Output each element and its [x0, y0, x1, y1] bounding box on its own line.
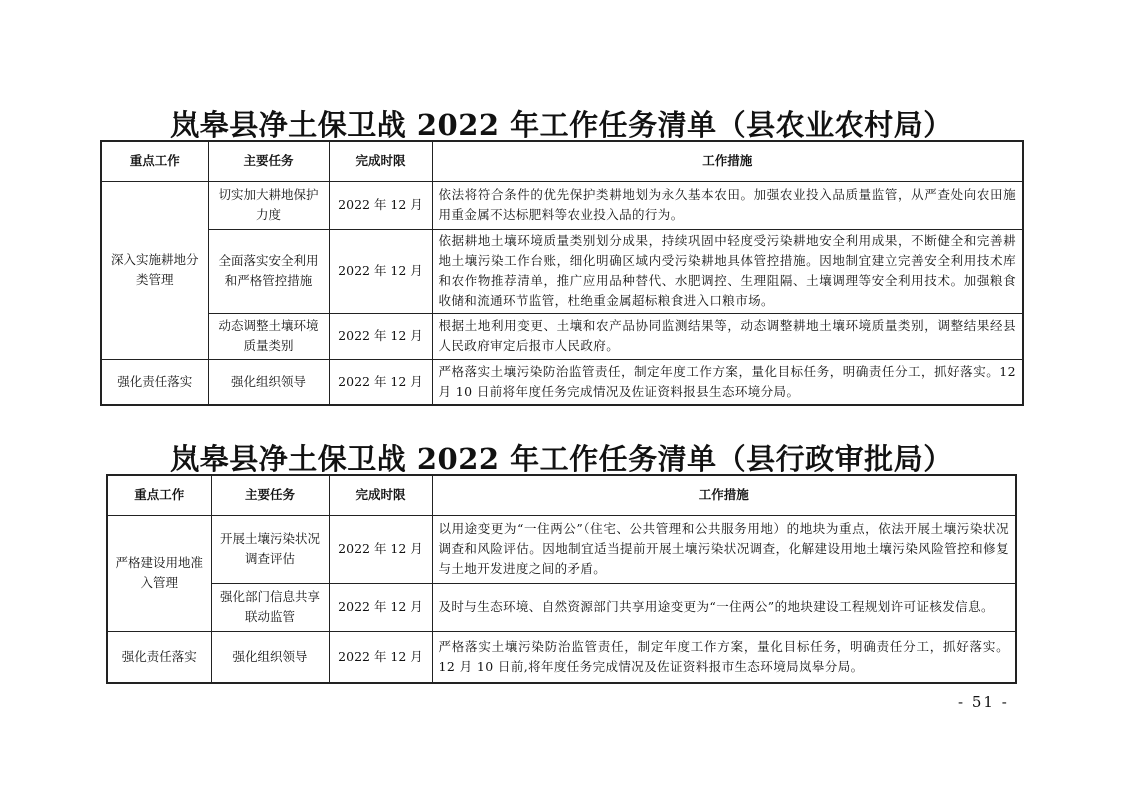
header-deadline: 完成时限 [329, 141, 432, 181]
table-row [107, 631, 1016, 683]
task-cell: 动态调整土壤环境质量类别 [208, 313, 329, 359]
header-measure: 工作措施 [432, 475, 1016, 515]
table-row [107, 583, 1016, 631]
header-task: 主要任务 [208, 141, 329, 181]
document-title-2: 岚皋县净土保卫战 2022 年工作任务清单（县行政审批局） [170, 442, 953, 476]
task-cell: 切实加大耕地保护力度 [208, 181, 329, 229]
table-row [101, 359, 1023, 405]
deadline-cell: 2022 年 12 月 [329, 583, 432, 631]
header-measure: 工作措施 [432, 141, 1023, 181]
focus-cell: 强化责任落实 [101, 359, 208, 405]
deadline-cell: 2022 年 12 月 [329, 229, 432, 313]
measure-cell: 根据土地利用变更、土壤和农产品协同监测结果等，动态调整耕地土壤环境质量类别，调整结果经县人民政府审定后报市人民政府。 [432, 313, 1023, 359]
measure-cell: 严格落实土壤污染防治监管责任，制定年度工作方案，量化目标任务，明确责任分工，抓好落实。12 月 10 日前将年度任务完成情况及佐证资料报县生态环境分局。 [432, 359, 1023, 405]
measure-cell: 及时与生态环境、自然资源部门共享用途变更为“一住两公”的地块建设工程规划许可证核发信息。 [432, 583, 1016, 631]
deadline-cell: 2022 年 12 月 [329, 515, 432, 583]
deadline-cell: 2022 年 12 月 [329, 631, 432, 683]
header-focus: 重点工作 [101, 141, 208, 181]
header-deadline: 完成时限 [329, 475, 432, 515]
measure-cell: 以用途变更为“一住两公”（住宅、公共管理和公共服务用地）的地块为重点，依法开展土壤污染状况调查和风险评估。因地制宜适当提前开展土壤污染状况调查，化解建设用地土壤污染风险管控和修复与土地开发进度之间的矛盾。 [432, 515, 1016, 583]
header-focus: 重点工作 [107, 475, 211, 515]
task-cell: 强化组织领导 [208, 359, 329, 405]
measure-cell: 依法将符合条件的优先保护类耕地划为永久基本农田。加强农业投入品质量监管，从严查处向农田施用重金属不达标肥料等农业投入品的行为。 [432, 181, 1023, 229]
document-title-1: 岚皋县净土保卫战 2022 年工作任务清单（县农业农村局） [170, 108, 953, 142]
task-table-administrative-approval [106, 474, 1017, 684]
task-cell: 开展土壤污染状况调查评估 [211, 515, 329, 583]
table-row [101, 229, 1023, 313]
measure-cell: 依据耕地土壤环境质量类别划分成果，持续巩固中轻度受污染耕地安全利用成果，不断健全和完善耕地土壤污染工作台账，细化明确区域内受污染耕地具体管控措施。因地制宜建立完善安全利用技术库和农作物推荐清单，推广应用品种替代、水肥调控、生理阻隔、土壤调理等安全利用技术。加强粮食收储和流通环节监管，杜绝重金属超标粮食进入口粮市场。 [432, 229, 1023, 313]
table-row [107, 515, 1016, 583]
deadline-cell: 2022 年 12 月 [329, 181, 432, 229]
task-cell: 强化部门信息共享联动监管 [211, 583, 329, 631]
deadline-cell: 2022 年 12 月 [329, 359, 432, 405]
table-row [101, 181, 1023, 229]
table-row [101, 313, 1023, 359]
task-cell: 强化组织领导 [211, 631, 329, 683]
measure-cell: 严格落实土壤污染防治监管责任，制定年度工作方案，量化目标任务，明确责任分工，抓好落实。12 月 10 日前,将年度任务完成情况及佐证资料报市生态环境局岚皋分局。 [432, 631, 1016, 683]
focus-cell: 严格建设用地准入管理 [107, 515, 211, 631]
header-task: 主要任务 [211, 475, 329, 515]
focus-cell: 强化责任落实 [107, 631, 211, 683]
deadline-cell: 2022 年 12 月 [329, 313, 432, 359]
task-cell: 全面落实安全利用和严格管控措施 [208, 229, 329, 313]
table-header-row [101, 141, 1023, 181]
page-number: - 51 - [958, 693, 1009, 711]
table-header-row [107, 475, 1016, 515]
task-table-agriculture [100, 140, 1024, 406]
focus-cell: 深入实施耕地分类管理 [101, 181, 208, 359]
